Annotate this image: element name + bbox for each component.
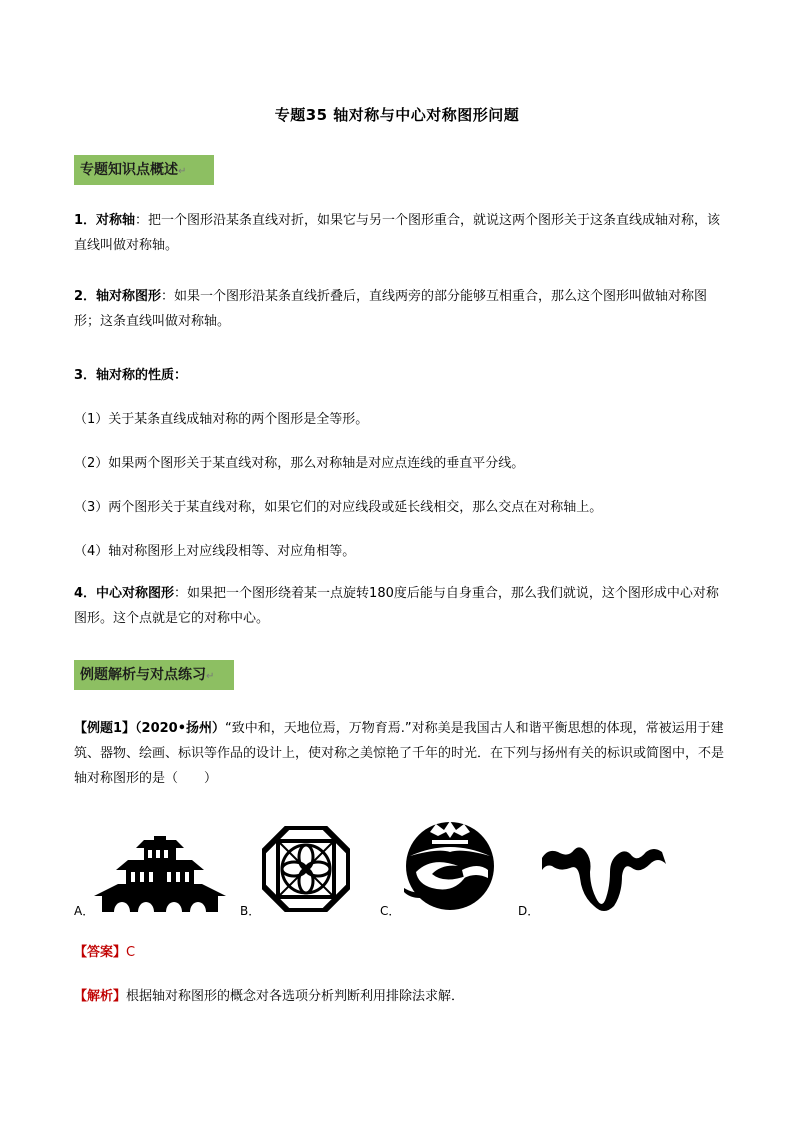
point-1-text: ：把一个图形沿某条直线对折，如果它与另一个图形重合，就说这两个图形关于这条直线成轴对称，该直线叫做对称轴。 [74,213,721,253]
point-4-term: 4．中心对称图形 [74,586,175,601]
section-banner-examples [74,660,234,690]
analysis-line [74,985,464,1004]
point-3-heading: 3．轴对称的性质： [74,368,188,383]
point-4-text: ：如果把一个图形绕着某一点旋转180度后能与自身重合，那么我们就说，这个图形成中心对称图形。这个点就是它的对称中心。 [74,586,719,626]
answer-value: C [126,945,136,960]
point-1-term: 1．对称轴 [74,213,136,228]
option-d-label: D． [518,904,540,918]
wave-shape-icon [538,842,668,912]
property-item: （2）如果两个图形关于某直线对称，那么对称轴是对应点连线的垂直平分线。 [74,456,525,471]
property-item: （4）轴对称图形上对应线段相等、对应角相等。 [74,544,356,559]
property-item: （3）两个图形关于某直线对称，如果它们的对应线段或延长线相交，那么交点在对称轴上。 [74,500,603,515]
analysis-tag: 【解析】 [74,989,127,1004]
page-title: 专题35 轴对称与中心对称图形问题 [274,106,520,124]
option-a-label: A． [74,904,95,918]
section-title-overview: 专题知识点概述 [80,162,178,178]
option-c-label: C． [380,904,401,918]
return-mark: ↵ [178,166,187,177]
round-emblem-icon [402,818,498,912]
point-2 [74,284,724,334]
example-source: （2020•扬州） [135,721,226,736]
example-tag: 【例题1】 [74,721,136,736]
point-1 [74,208,724,258]
point-2-term: 2．轴对称图形 [74,289,162,304]
example-1 [74,716,724,791]
pavilion-icon [94,836,226,912]
section-title-examples: 例题解析与对点练习 [80,667,206,683]
point-2-text: ：如果一个图形沿某条直线折叠后，直线两旁的部分能够互相重合，那么这个图形叫做轴对称图形；这条直线叫做对称轴。 [74,289,708,329]
answer-line [74,941,135,960]
octagon-lattice-icon [262,826,350,912]
analysis-text: 根据轴对称图形的概念对各选项分析判断利用排除法求解． [126,989,465,1004]
example-text: “致中和，天地位焉，万物育焉.”对称美是我国古人和谐平衡思想的体现，常被运用于建筑、器物、绘画、标识等作品的设计上，使对称之美惊艳了千年的时光．在下列与扬州有关的标识或简图中，不是轴对称图形的是（ ） [74,721,725,786]
return-mark: ↵ [206,671,215,682]
section-banner-overview [74,155,214,185]
option-b-label: B． [240,904,261,918]
answer-tag: 【答案】 [74,945,127,960]
property-item: （1）关于某条直线成轴对称的两个图形是全等形。 [74,412,369,427]
point-4 [74,581,724,631]
